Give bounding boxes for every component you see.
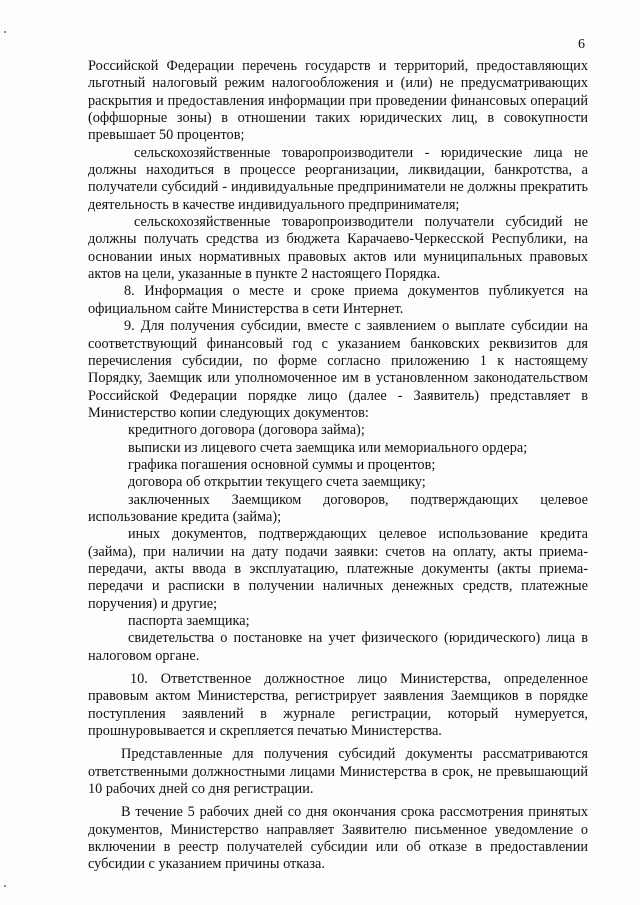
scan-speck	[4, 31, 6, 33]
list-item: иных документов, подтверждающих целевое использование кредита (займа), при наличии на дату подачи заявки: счетов на оплату, акты приема-передачи, акты ввода в эксплуатацию, платежные документы (акты приема-передачи и расписки в получении наличных денежных средств, платежные поручения) и другие;	[88, 526, 588, 612]
list-item: свидетельства о постановке на учет физического (юридического) лица в налоговом органе.	[88, 630, 588, 664]
paragraph: сельскохозяйственные товаропроизводители - юридические лица не должны находиться в процессе реорганизации, ликвидации, банкротства, а получатели субсидий - индивидуальные предприниматели не должны прекратить деятельность в качестве индивидуального предпринимателя;	[88, 144, 588, 213]
scan-speck	[4, 885, 6, 887]
page-number: 6	[578, 37, 585, 52]
document-body	[88, 58, 588, 874]
list-item: паспорта заемщика;	[128, 613, 250, 629]
list-item: кредитного договора (договора займа);	[128, 422, 365, 439]
list-item: договора об открытии текущего счета заемщику;	[128, 474, 426, 491]
list-item: выписки из лицевого счета заемщика или мемориального ордера;	[128, 439, 528, 456]
paragraph: 9. Для получения субсидии, вместе с заявлением о выплате субсидии на соответствующий финансовый год с указанием банковских реквизитов для перечисления субсидии, по форме согласно приложению 1 к настоящему Порядку, Заемщик или уполномоченное им в установленном законодательством Российской Федерации порядке лицо (далее - Заявитель) представляет в Министерство копии следующих документов:	[88, 318, 588, 421]
paragraph: 8. Информация о месте и сроке приема документов публикуется на официальном сайте Министерства в сети Интернет.	[88, 283, 588, 317]
list-item: графика погашения основной суммы и процентов;	[128, 456, 436, 473]
paragraph: 10. Ответственное должностное лицо Министерства, определенное правовым актом Министерства, регистрирует заявления Заемщиков в порядке поступления заявлений в журнале регистрации, который нумеруется, прошнуровывается и скрепляется печатью Министерства.	[88, 671, 588, 740]
list-item: заключенных Заемщиком договоров, подтверждающих целевое использование кредита (займа);	[88, 491, 588, 525]
paragraph: В течение 5 рабочих дней со дня окончания срока рассмотрения принятых документов, Министерство направляет Заявителю письменное уведомление о включении в реестр получателей субсидии или об отказе в предоставлении субсидии с указанием причины отказа.	[88, 804, 588, 873]
paragraph: Российской Федерации перечень государств и территорий, предоставляющих льготный налоговый режим налогообложения и (или) не предусматривающих раскрытия и предоставления информации при проведении финансовых операций (оффшорные зоны) в отношении таких юридических лиц, в совокупности превышает 50 процентов;	[88, 58, 588, 144]
paragraph: сельскохозяйственные товаропроизводители получатели субсидий не должны получать средства из бюджета Карачаево-Черкесской Республики, на основании иных нормативных правовых актов или муниципальных правовых актов на цели, указанные в пункте 2 настоящего Порядка.	[88, 214, 588, 283]
paragraph: Представленные для получения субсидий документы рассматриваются ответственными должностными лицами Министерства в срок, не превышающий 10 рабочих дней со дня регистрации.	[88, 746, 588, 798]
